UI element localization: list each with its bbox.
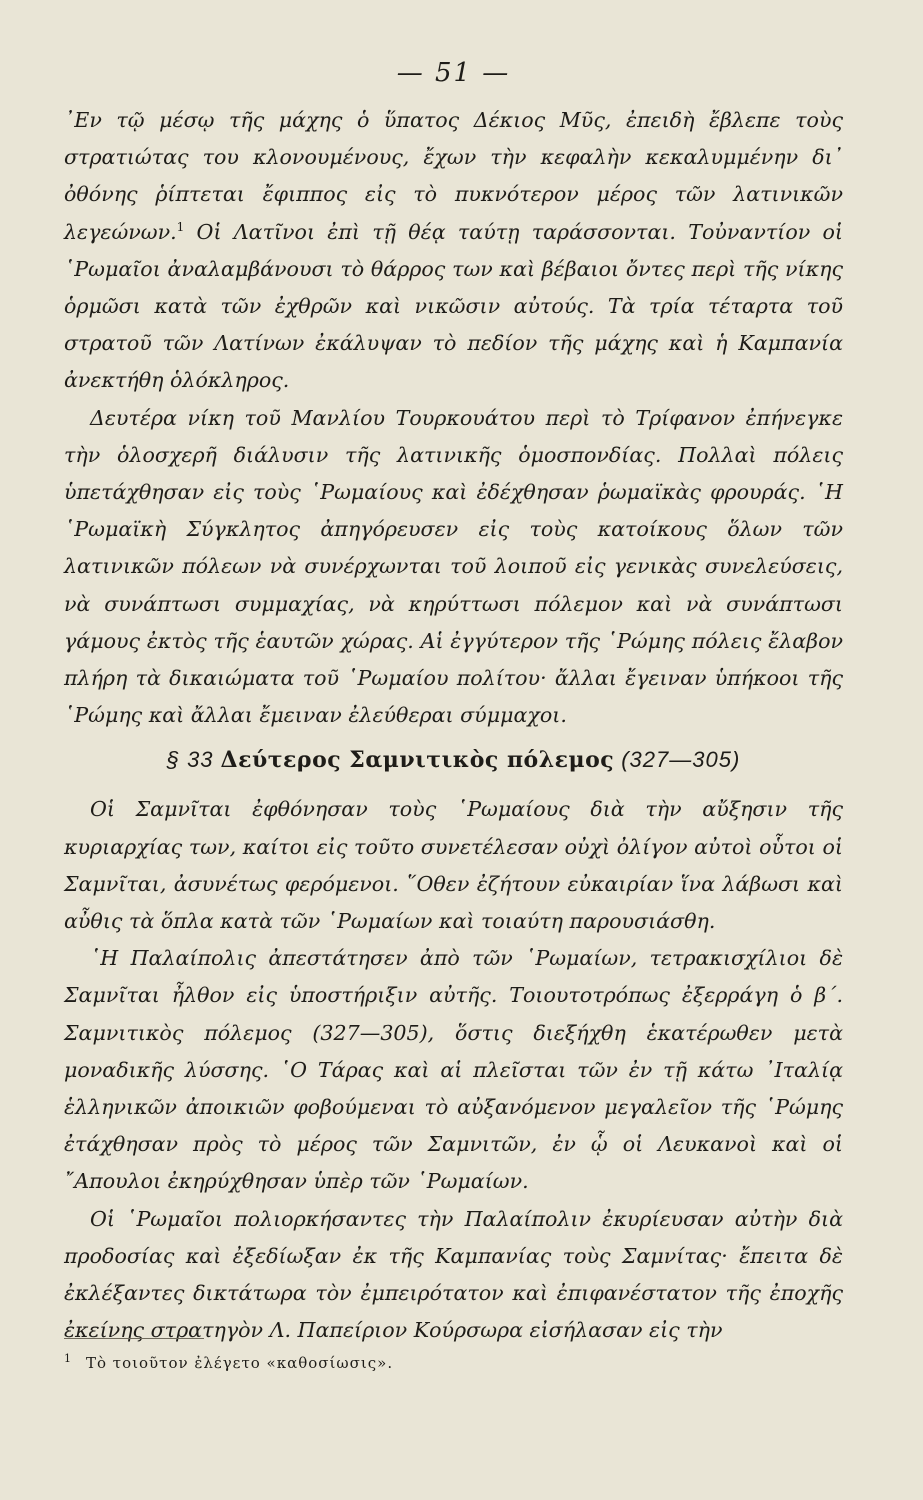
footnote	[64, 1352, 393, 1372]
paragraph-text: ᾿Εν τῷ μέσῳ τῆς μάχης ὁ ὕπατος Δέκιος Μῦς, ἐπειδὴ ἔβλεπε τοὺς στρατιώτας του κλονουμένους, ἔχων τὴν κεφαλὴν κεκαλυμμένην δι᾿ ὀθόνης ῥίπτεται ἔφιππος εἰς τὸ πυκνότερον μέρος τῶν λατινικῶν λεγεώνων.	[64, 108, 843, 244]
paragraph-palaepolis: ῾Η Παλαίπολις ἀπεστάτησεν ἀπὸ τῶν ῾Ρωμαίων, τετρακισχίλιοι δὲ Σαμνῖται ἦλθον εἰς ὑποστήριξιν αὐτῆς. Τοιουτοτρόπως ἐξερράγη ὁ β΄. Σαμνιτικὸς πόλεμος (327—305), ὅστις διεξήχθη ἑκατέρωθεν μετὰ μοναδικῆς λύσσης. ῾Ο Τάρας καὶ αἱ πλεῖσται τῶν ἐν τῇ κάτω ᾿Ιταλίᾳ ἑλληνικῶν ἀποικιῶν φοβούμεναι τὸ αὐξανόμενον μεγαλεῖον τῆς ῾Ρώμης ἐτάχθησαν πρὸς τὸ μέρος τῶν Σαμνιτῶν, ἐν ᾧ οἱ Λευκανοὶ καὶ οἱ ῎Απουλοι ἐκηρύχθησαν ὑπὲρ τῶν ῾Ρωμαίων.	[64, 946, 843, 1194]
paragraph-siege: Οἱ ῾Ρωμαῖοι πολιορκήσαντες τὴν Παλαίπολιν ἐκυρίευσαν αὐτὴν διὰ προδοσίας καὶ ἐξεδίωξαν ἐκ τῆς Καμπανίας τοὺς Σαμνίτας· ἔπειτα δὲ ἐκλέξαντες δικτάτωρα τὸν ἐμπειρότατον καὶ ἐπιφανέστατον τῆς ἐποχῆς ἐκείνης στρατηγὸν Λ. Παπείριον Κούρσωρα εἰσήλασαν εἰς τὴν	[64, 1206, 843, 1343]
paragraph-battle-decius	[64, 102, 843, 400]
paragraph-text: Οἱ Λατῖνοι ἐπὶ τῇ θέᾳ ταύτῃ ταράσσονται. Τοὐναντίον οἱ ῾Ρωμαῖοι ἀναλαμβάνουσι τὸ θάρρος των καὶ βέβαιοι ὄντες περὶ τῆς νίκης ὁρμῶσι κατὰ τῶν ἐχθρῶν καὶ νικῶσιν αὐτούς. Τὰ τρία τέταρτα τοῦ στρατοῦ τῶν Λατίνων ἐκάλυψαν τὸ πεδίον τῆς μάχης καὶ ἡ Καμπανία ἀνεκτήθη ὁλόκληρος.	[64, 219, 843, 393]
footnote-divider	[64, 1338, 204, 1339]
section-title: Δεύτερος Σαμνιτικὸς πόλεμος	[220, 747, 615, 774]
footnote-reference: 1	[176, 219, 185, 234]
footnote-mark: 1	[64, 1352, 72, 1365]
section-dates: (327—305)	[621, 747, 741, 773]
section-heading	[64, 740, 843, 781]
paragraph-latin-league: Δευτέρα νίκη τοῦ Μανλίου Τουρκουάτου περὶ τὸ Τρίφανον ἐπήνεγκε τὴν ὁλοσχερῆ διάλυσιν τῆς λατινικῆς ὁμοσπονδίας. Πολλαὶ πόλεις ὑπετάχθησαν εἰς τοὺς ῾Ρωμαίους καὶ ἐδέχθησαν ῥωμαϊκὰς φρουράς. ῾Η ῾Ρωμαϊκὴ Σύγκλητος ἀπηγόρευσεν εἰς τοὺς κατοίκους ὅλων τῶν λατινικῶν πόλεων νὰ συνέρχωνται τοῦ λοιποῦ εἰς γενικὰς συνελεύσεις, νὰ συνάπτωσι συμμαχίας, νὰ κηρύττωσι πόλεμον καὶ νὰ συνάπτωσι γάμους ἐκτὸς τῆς ἑαυτῶν χώρας. Αἱ ἐγγύτερον τῆς ῾Ρώμης πόλεις ἔλαβον πλήρη τὰ δικαιώματα τοῦ ῾Ρωμαίου πολίτου· ἄλλαι ἔγειναν ὑπήκοοι τῆς ῾Ρώμης καὶ ἄλλαι ἔμειναν ἐλεύθεραι σύμμαχοι.	[64, 405, 843, 728]
body-text	[64, 102, 843, 1350]
section-number: § 33	[166, 747, 214, 773]
footnote-text: Τὸ τοιοῦτον ἐλέγετο «καθοσίωσις».	[86, 1354, 394, 1372]
paragraph-samnites: Οἱ Σαμνῖται ἐφθόνησαν τοὺς ῾Ρωμαίους διὰ τὴν αὔξησιν τῆς κυριαρχίας των, καίτοι εἰς τοῦτο συνετέλεσαν οὐχὶ ὀλίγον αὐτοὶ οὗτοι οἱ Σαμνῖται, ἀσυνέτως φερόμενοι. ῞Οθεν ἐζήτουν εὐκαιρίαν ἵνα λάβωσι καὶ αὖθις τὰ ὅπλα κατὰ τῶν ῾Ρωμαίων καὶ τοιαύτη παρουσιάσθη.	[64, 797, 843, 934]
page-number: — 51 —	[396, 58, 511, 88]
